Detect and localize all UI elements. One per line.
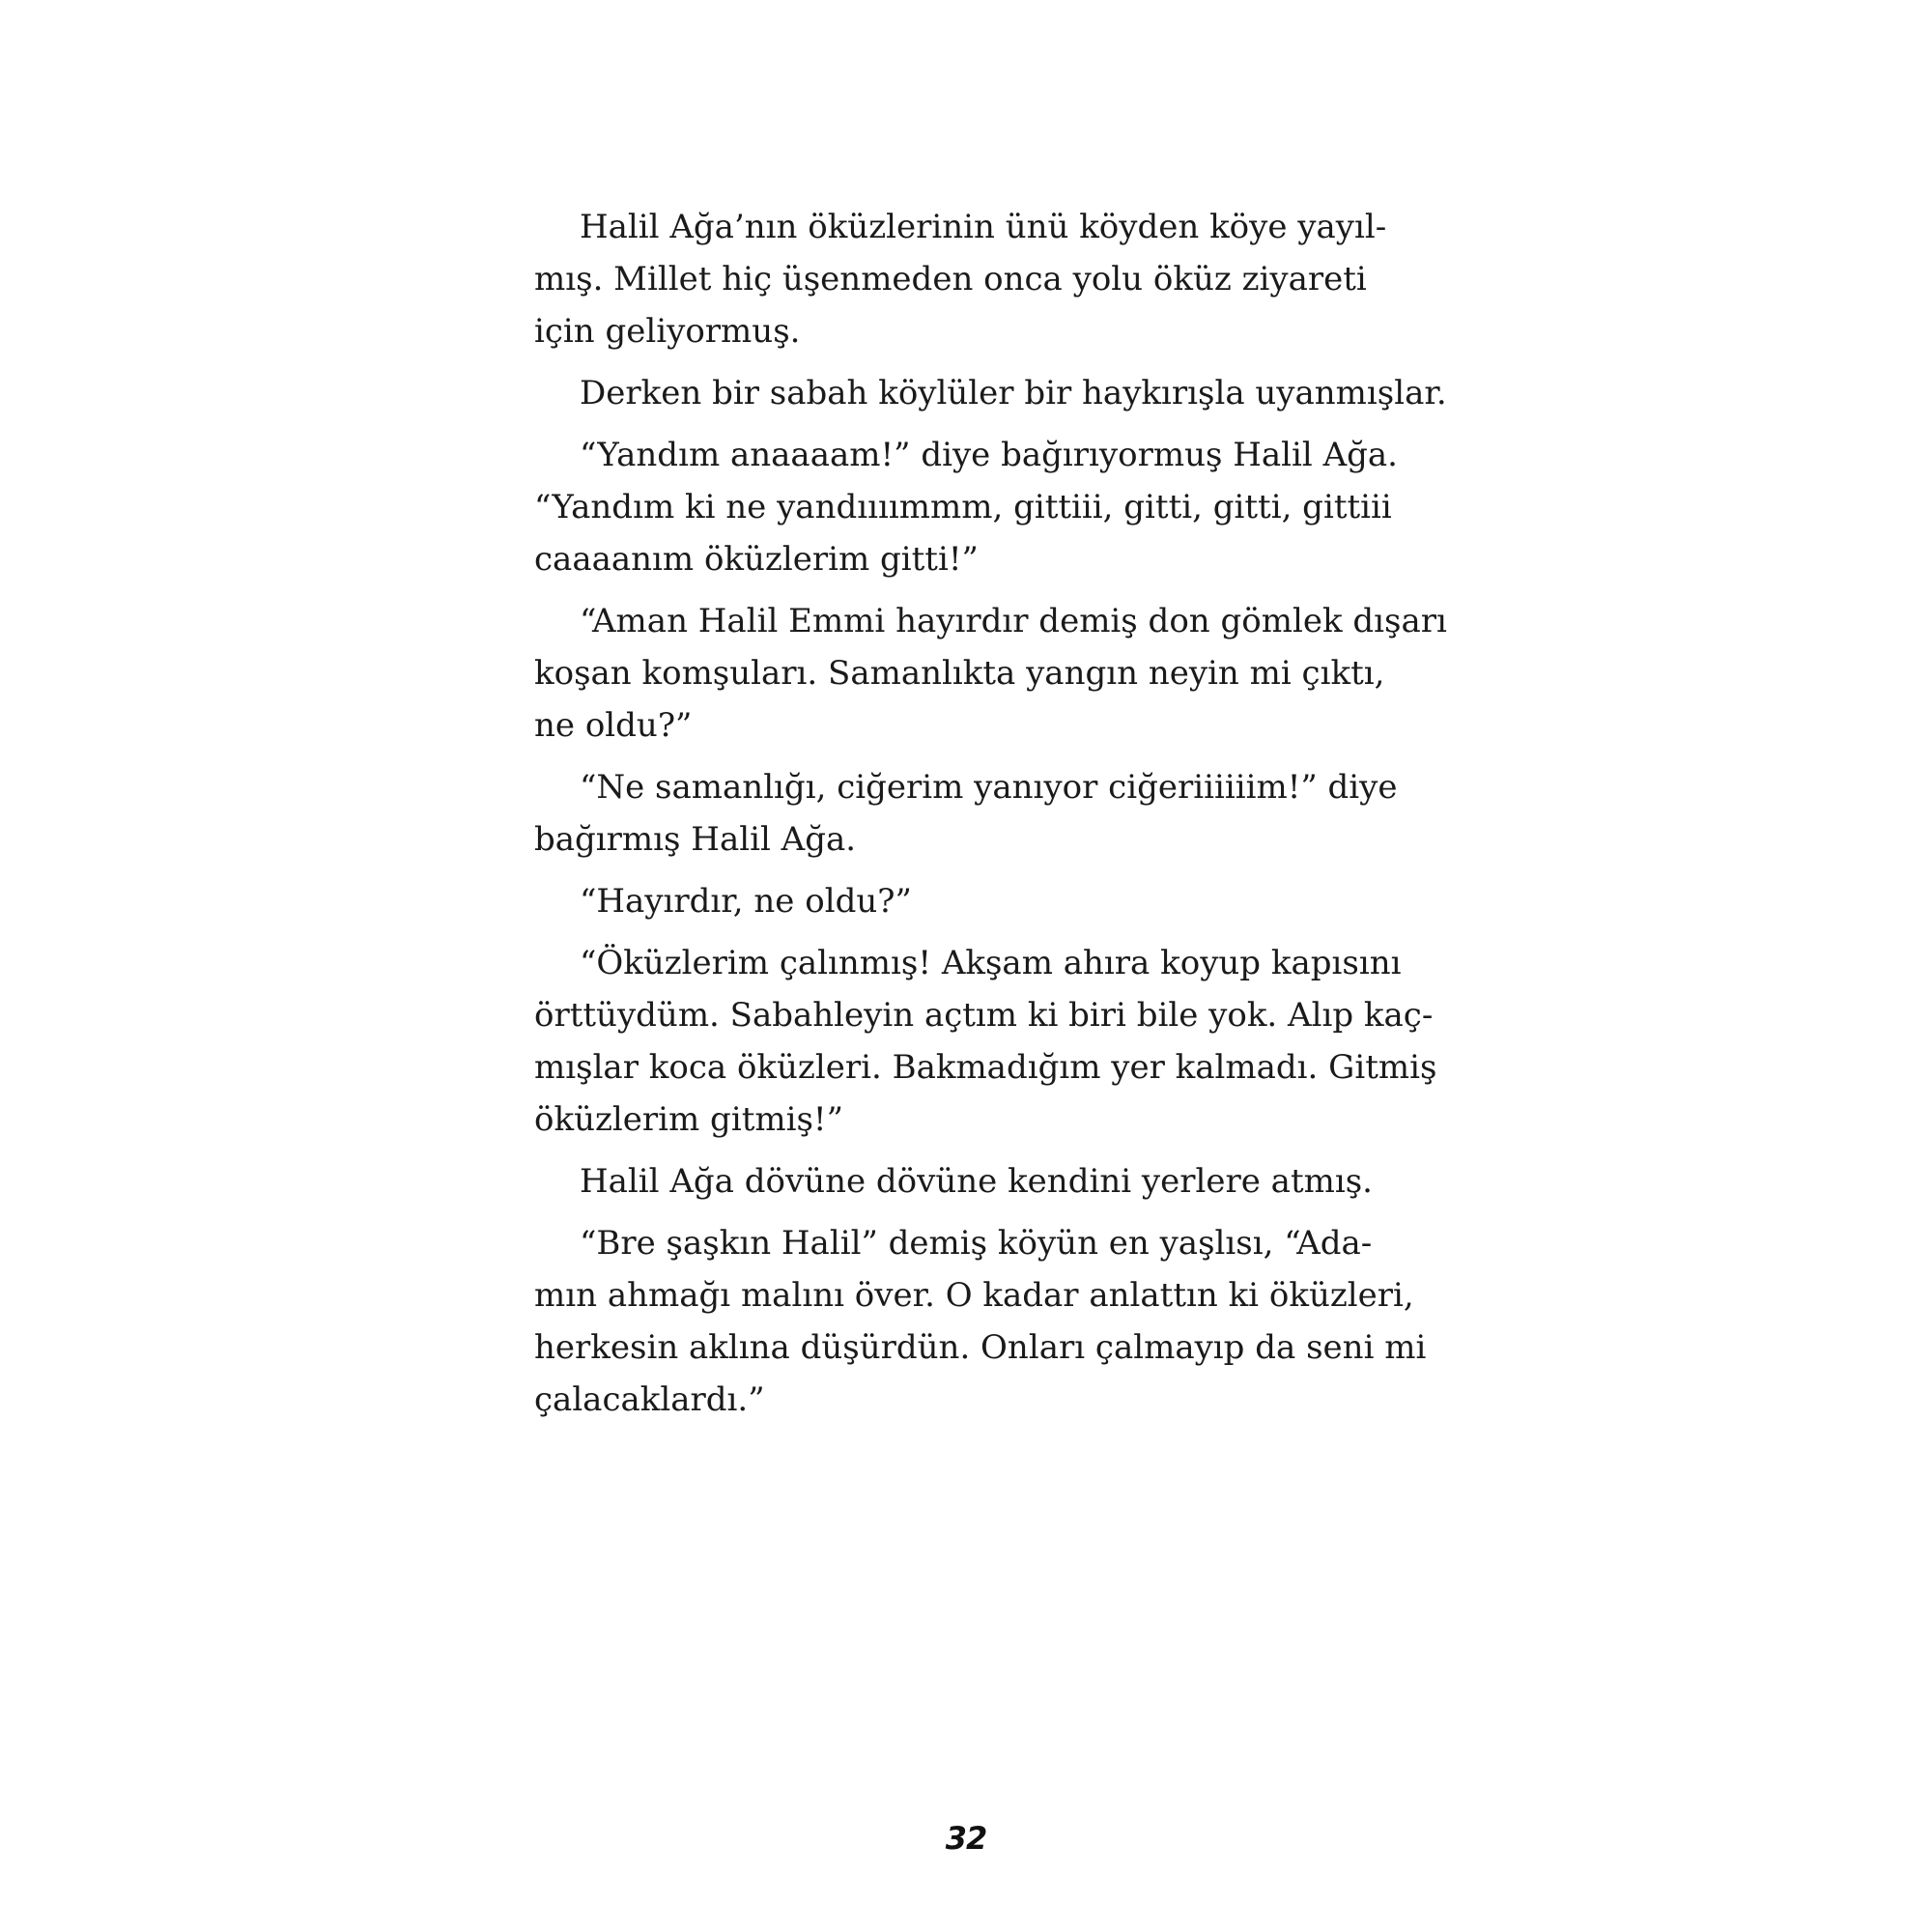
text-line: bağırmış Halil Ağa.	[534, 820, 857, 859]
text-line: “Bre şaşkın Halil” demiş köyün en yaşlısı, “Ada-	[580, 1224, 1373, 1263]
text-line: öküzlerim gitmiş!”	[534, 1100, 843, 1139]
text-line: çalacaklardı.”	[534, 1380, 765, 1419]
paragraph	[534, 201, 1387, 357]
paragraph	[534, 1217, 1427, 1426]
paragraph	[534, 367, 1447, 419]
text-line: Halil Ağa’nın öküzlerinin ünü köyden köye yayıl-	[580, 208, 1387, 246]
text-line: ne oldu?”	[534, 706, 693, 745]
text-line: “Yandım ki ne yandıııımmm, gittiii, gitti, gitti, gittiii	[534, 488, 1392, 526]
text-line: herkesin aklına düşürdün. Onları çalmayıp da seni mi	[534, 1328, 1427, 1367]
text-line: “Yandım anaaaam!” diye bağırıyormuş Halil Ağa.	[580, 436, 1398, 474]
body-text	[534, 201, 1447, 1426]
paragraph	[534, 875, 1351, 927]
paragraph	[534, 595, 1447, 752]
text-line: için geliyormuş.	[534, 312, 801, 351]
text-line: “Ne samanlığı, ciğerim yanıyor ciğeriiiiiim!” diye	[580, 768, 1398, 807]
text-line: koşan komşuları. Samanlıkta yangın neyin mi çıktı,	[534, 654, 1385, 693]
paragraph	[534, 761, 1398, 866]
page-number: 32	[945, 1820, 987, 1857]
text-line: örttüydüm. Sabahleyin açtım ki biri bile yok. Alıp kaç-	[534, 996, 1434, 1035]
text-line: “Aman Halil Emmi hayırdır demiş don gömlek dışarı	[580, 602, 1447, 640]
text-line: “Hayırdır, ne oldu?”	[580, 882, 912, 921]
text-line: mın ahmağı malını över. O kadar anlattın ki öküzleri,	[534, 1276, 1414, 1315]
paragraph	[534, 429, 1398, 585]
text-line: caaaanım öküzlerim gitti!”	[534, 540, 979, 579]
text-line: “Öküzlerim çalınmış! Akşam ahıra koyup kapısını	[580, 944, 1402, 982]
text-line: mış. Millet hiç üşenmeden onca yolu öküz ziyareti	[534, 260, 1367, 298]
text-line: Derken bir sabah köylüler bir haykırışla uyanmışlar.	[580, 374, 1447, 412]
paragraph	[534, 937, 1437, 1146]
paragraph	[534, 1155, 1373, 1208]
text-line: Halil Ağa dövüne dövüne kendini yerlere atmış.	[580, 1162, 1373, 1201]
text-line: mışlar koca öküzleri. Bakmadığım yer kalmadı. Gitmiş	[534, 1048, 1437, 1087]
